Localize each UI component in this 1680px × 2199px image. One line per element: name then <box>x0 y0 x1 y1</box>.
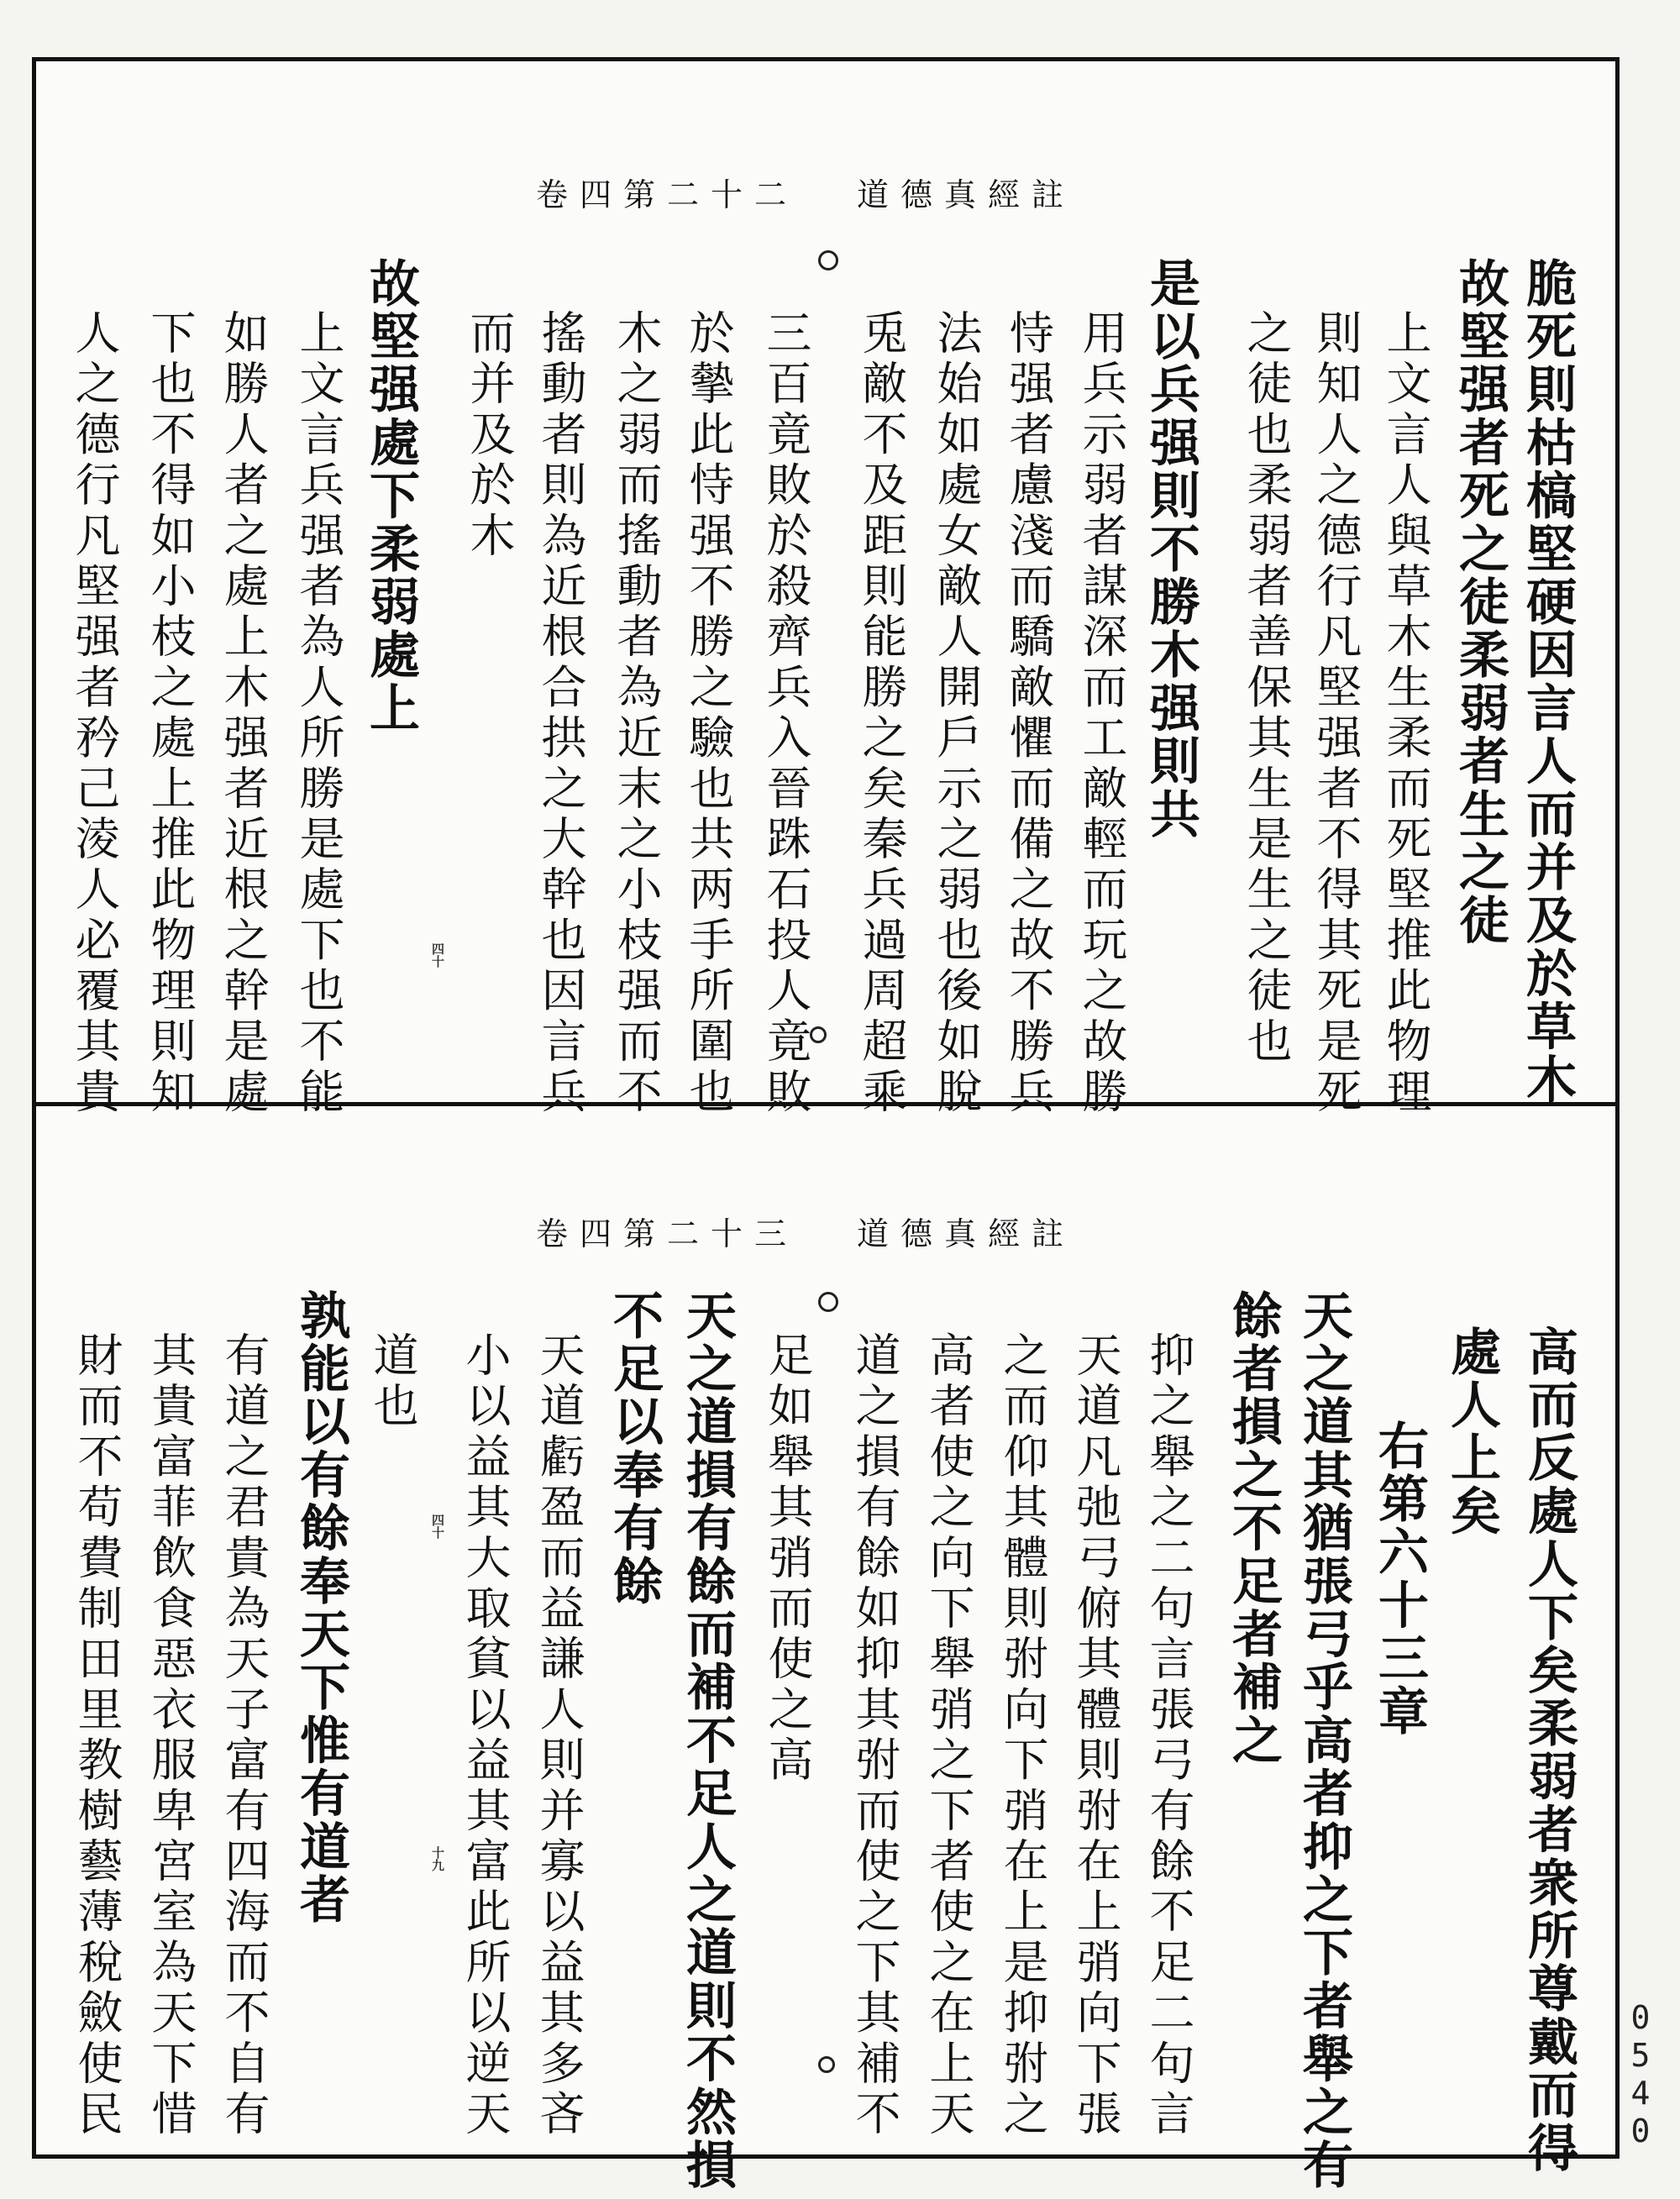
commentary-column: 三百竟敗於殺齊兵入晉跦石投人竟敗 <box>759 309 812 1119</box>
text-column: 故堅强處下柔弱處上 <box>361 257 420 735</box>
text-column: 故堅强者死之徒柔弱者生之徒 <box>1451 257 1509 947</box>
upper-running-head <box>536 176 1076 213</box>
text-column: 餘者損之不足者補之 <box>1224 1289 1283 1767</box>
commentary-column: 有道之君貴為天子富有四海而不自有 <box>218 1331 270 2141</box>
text-column: 天之道損有餘而補不足人之道則不然損 <box>678 1289 737 2192</box>
commentary-column: 法始如處女敵人開戶示之弱也後如脫 <box>930 309 983 1119</box>
text-column: 孰能以有餘奉天下惟有道者 <box>291 1289 350 1927</box>
text-column: 是以兵强則不勝木强則共 <box>1142 257 1200 842</box>
page-number: 0540 <box>1622 1999 1659 2150</box>
commentary-column: 財而不苟費制田里教樹藝薄稅斂使民 <box>71 1331 123 2141</box>
commentary-column: 道之損有餘如抑其弣而使之下其補不 <box>848 1331 901 2141</box>
text-column: 不足以奉有餘 <box>605 1289 664 1609</box>
paragraph-circle-mark <box>818 250 838 270</box>
marginal-mark: 四十 <box>430 1514 445 1539</box>
commentary-column: 天道虧盈而益謙人則并寡以益其多吝 <box>533 1331 585 2141</box>
commentary-column: 之徒也柔弱者善保其生是生之徒也 <box>1240 309 1293 1068</box>
commentary-column: 其貴富菲飲食惡衣服卑宮室為天下惜 <box>144 1331 197 2141</box>
lower-running-head <box>536 1215 1076 1252</box>
paragraph-circle-mark <box>818 2056 835 2073</box>
commentary-column: 上文言兵强者為人所勝是處下也不能 <box>292 309 345 1119</box>
commentary-column: 兎敵不及距則能勝之矣秦兵過周超乘 <box>855 309 908 1119</box>
commentary-column: 高者使之向下舉弰之下者使之在上天 <box>922 1331 975 2141</box>
upper-book-title: 道德真經註 <box>857 176 1076 213</box>
commentary-column: 足如舉其弰而使之高 <box>761 1331 814 1787</box>
commentary-column: 天道凡弛弓俯其體則弣在上弰向下張 <box>1069 1331 1122 2141</box>
commentary-column: 小以益其大取貧以益其富此所以逆天 <box>459 1331 512 2141</box>
commentary-column: 而并及於木 <box>463 309 516 562</box>
text-column: 脆死則枯槁堅硬因言人而并及於草木 <box>1518 257 1577 1107</box>
commentary-column: 木之弱而搖動者為近末之小枝强而不 <box>610 309 663 1119</box>
commentary-column: 道也 <box>366 1331 419 1433</box>
chapter-heading: 右第六十三章 <box>1370 1420 1429 1739</box>
commentary-column: 人之德行凡堅强者矜己淩人必覆其貴 <box>68 309 121 1119</box>
marginal-mark: 四十 <box>430 942 445 968</box>
commentary-column: 上文言人與草木生柔而死堅推此物理 <box>1379 309 1432 1119</box>
commentary-column: 恃强者慮淺而驕敵懼而備之故不勝兵 <box>1002 309 1055 1119</box>
commentary-column: 搖動者則為近根合拱之大幹也因言兵 <box>534 309 587 1119</box>
paragraph-circle-mark <box>810 1026 827 1043</box>
commentary-column: 於摰此恃强不勝之驗也共两手所圍也 <box>682 309 735 1119</box>
commentary-column: 用兵示弱者謀深而工敵輕而玩之故勝 <box>1075 309 1128 1119</box>
commentary-column: 之而仰其體則弣向下弰在上是抑弣之 <box>996 1331 1049 2141</box>
text-column: 天之道其猶張弓乎高者抑之下者舉之有 <box>1294 1289 1353 2192</box>
commentary-column: 如勝人者之處上木强者近根之幹是處 <box>217 309 270 1119</box>
text-column: 處人上矣 <box>1442 1325 1501 1538</box>
upper-volume-label: 卷四第二十二 <box>536 176 799 213</box>
text-column: 高而反處人下矣柔弱者衆所尊戴而得 <box>1520 1325 1578 2175</box>
paragraph-circle-mark <box>818 1292 838 1312</box>
commentary-column: 下也不得如小枝之處上推此物理則知 <box>144 309 197 1119</box>
folio-mark: 十九 <box>430 1846 445 1871</box>
lower-volume-label: 卷四第二十三 <box>536 1215 799 1252</box>
commentary-column: 則知人之德行凡堅强者不得其死是死 <box>1310 309 1362 1119</box>
lower-book-title: 道德真經註 <box>857 1215 1076 1252</box>
commentary-column: 抑之舉之二句言張弓有餘不足二句言 <box>1142 1331 1195 2141</box>
